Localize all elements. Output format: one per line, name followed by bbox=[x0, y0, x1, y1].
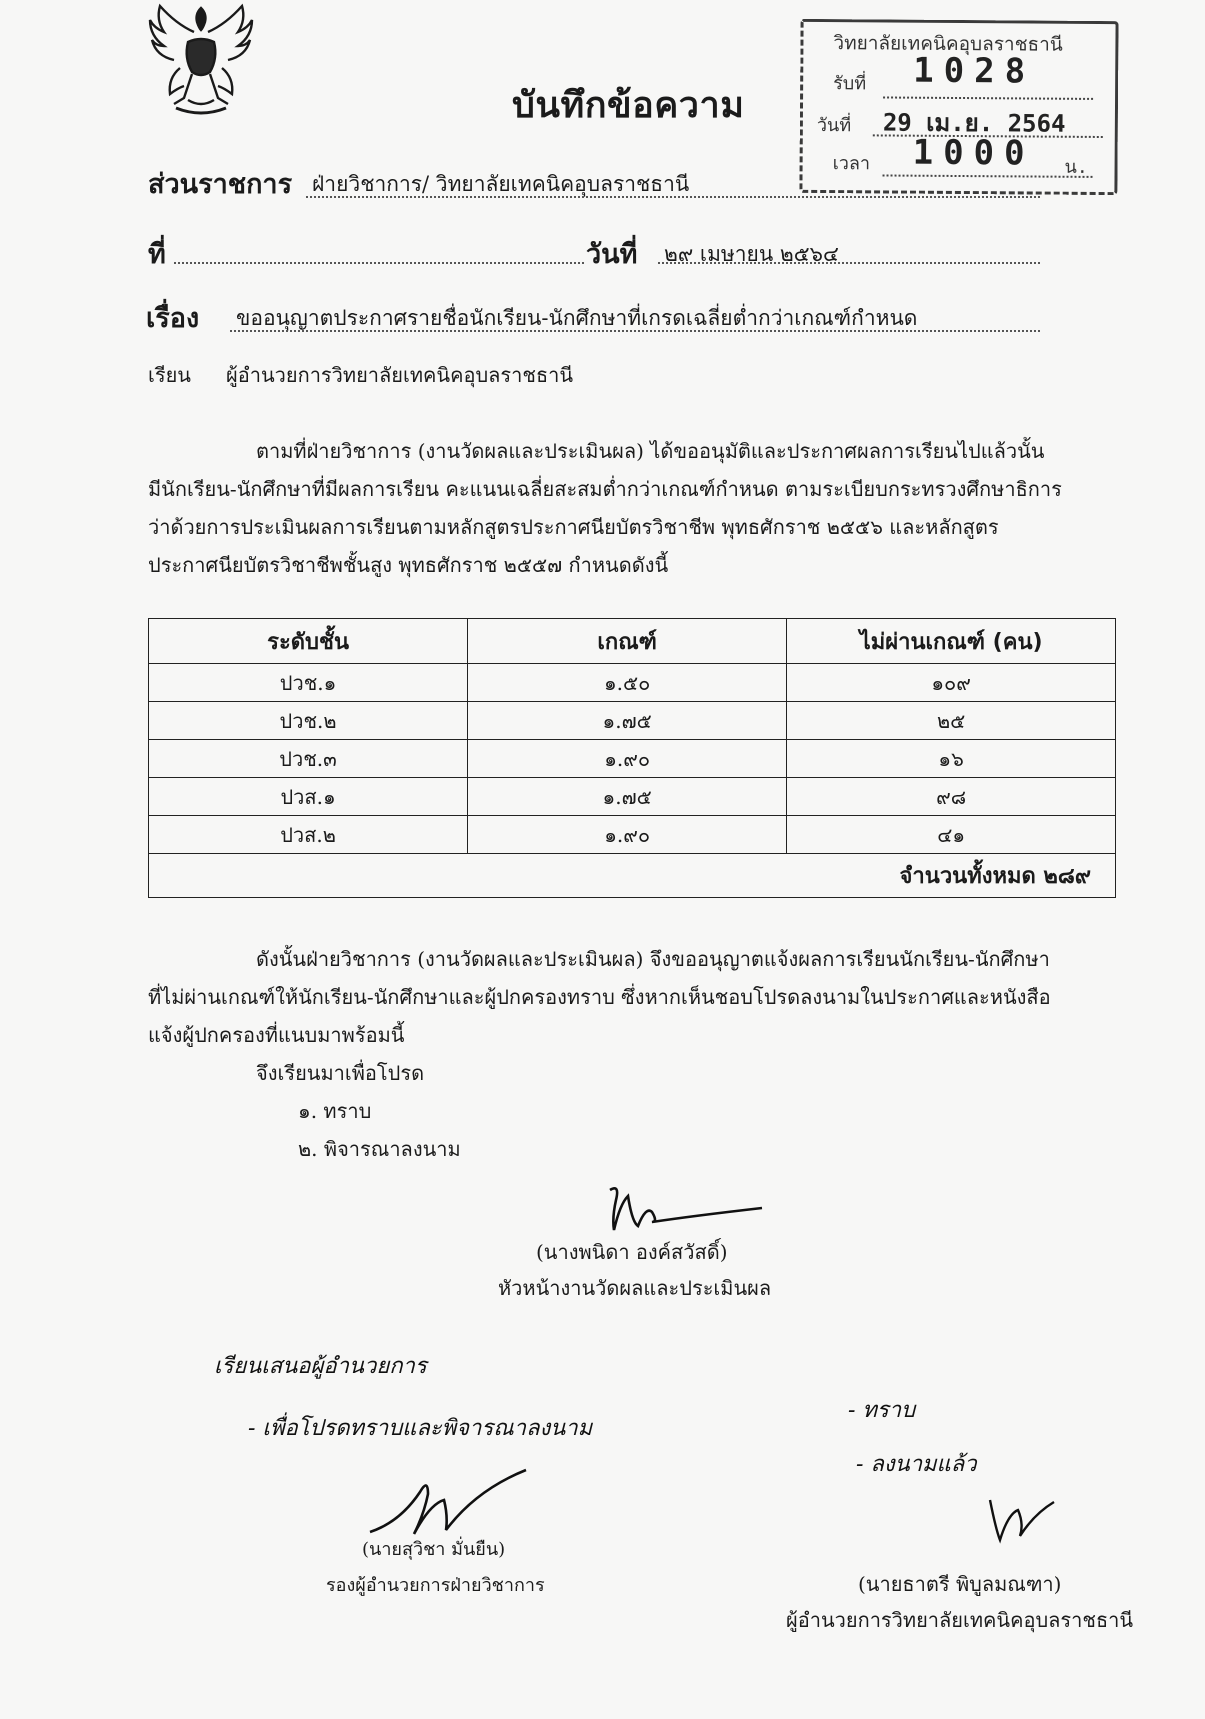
stamp-time: 1000 bbox=[912, 132, 1035, 174]
director-note-line2: - ลงนามแล้ว bbox=[856, 1452, 977, 1477]
cell-failed: ๑๐๙ bbox=[787, 664, 1116, 702]
stamp-date-label: วันที่ bbox=[816, 115, 852, 137]
signature-2 bbox=[360, 1462, 560, 1542]
table-row bbox=[149, 816, 1116, 854]
cell-level: ปวช.๒ bbox=[149, 702, 468, 740]
date-label: วันที่ bbox=[586, 239, 638, 270]
para1-line1: ตามที่ฝ่ายวิชาการ (งานวัดผลและประเมินผล) ได้ขออนุมัติและประกาศผลการเรียนไปแล้วนั้น bbox=[256, 439, 1045, 463]
receipt-stamp bbox=[799, 19, 1118, 195]
cell-failed: ๙๘ bbox=[787, 778, 1116, 816]
handwritten-note-line2: - เพื่อโปรดทราบและพิจารณาลงนาม bbox=[248, 1416, 593, 1441]
stamp-date: 29 เม.ย. 2564 bbox=[882, 108, 1066, 138]
table-total: จำนวนทั้งหมด ๒๘๙ bbox=[149, 854, 1116, 898]
para1-line4: ประกาศนียบัตรวิชาชีพชั้นสูง พุทธศักราช ๒๕๕๗ กำหนดดังนี้ bbox=[148, 553, 669, 577]
cell-level: ปวช.๑ bbox=[149, 664, 468, 702]
failing-students-table bbox=[148, 618, 1116, 898]
signer2-name: (นายสุวิชา มั่นยืน) bbox=[362, 1539, 506, 1560]
cell-failed: ๑๖ bbox=[787, 740, 1116, 778]
stamp-number-label: รับที่ bbox=[833, 73, 867, 95]
signature-1 bbox=[590, 1180, 790, 1240]
date-value: ๒๙ เมษายน ๒๕๖๔ bbox=[664, 242, 839, 266]
col-level-header: ระดับชั้น bbox=[149, 619, 468, 664]
stamp-number: 1028 bbox=[913, 50, 1036, 92]
cell-level: ปวส.๑ bbox=[149, 778, 468, 816]
subject-label: เรื่อง bbox=[146, 303, 200, 334]
cell-failed: ๔๑ bbox=[787, 816, 1116, 854]
to-value: ผู้อำนวยการวิทยาลัยเทคนิคอุบลราชธานี bbox=[226, 363, 574, 387]
garuda-emblem-icon bbox=[146, 2, 256, 120]
table-row bbox=[149, 778, 1116, 816]
signer3-name: (นายธาตรี พิบูลมณฑา) bbox=[858, 1572, 1062, 1596]
stamp-time-suffix: น. bbox=[1064, 156, 1088, 178]
table-total-row bbox=[149, 854, 1116, 898]
table-row bbox=[149, 740, 1116, 778]
col-failed-header: ไม่ผ่านเกณฑ์ (คน) bbox=[787, 619, 1116, 664]
table-row bbox=[149, 664, 1116, 702]
cell-criteria: ๑.๙๐ bbox=[468, 816, 787, 854]
department-value: ฝ่ายวิชาการ/ วิทยาลัยเทคนิคอุบลราชธานี bbox=[312, 172, 690, 196]
to-label: เรียน bbox=[148, 363, 191, 387]
action-item-2: ๒. พิจารณาลงนาม bbox=[298, 1137, 461, 1161]
cell-level: ปวส.๒ bbox=[149, 816, 468, 854]
action-item-1: ๑. ทราบ bbox=[298, 1099, 372, 1123]
closing-text: จึงเรียนมาเพื่อโปรด bbox=[256, 1061, 425, 1085]
cell-criteria: ๑.๕๐ bbox=[468, 664, 787, 702]
signer2-position: รองผู้อำนวยการฝ่ายวิชาการ bbox=[326, 1575, 545, 1596]
para1-line2: มีนักเรียน-นักศึกษาที่มีผลการเรียน คะแนนเฉลี่ยสะสมต่ำกว่าเกณฑ์กำหนด ตามระเบียบกระทรวงศึกษาธิการ bbox=[148, 477, 1062, 501]
department-label: ส่วนราชการ bbox=[148, 169, 293, 200]
cell-criteria: ๑.๗๕ bbox=[468, 778, 787, 816]
col-criteria-header: เกณฑ์ bbox=[468, 619, 787, 664]
cell-criteria: ๑.๙๐ bbox=[468, 740, 787, 778]
signer3-position: ผู้อำนวยการวิทยาลัยเทคนิคอุบลราชธานี bbox=[786, 1608, 1134, 1632]
subject-value: ขออนุญาตประกาศรายชื่อนักเรียน-นักศึกษาที่เกรดเฉลี่ยต่ำกว่าเกณฑ์กำหนด bbox=[236, 306, 918, 330]
memo-title: บันทึกข้อความ bbox=[512, 85, 745, 126]
stamp-time-label: เวลา bbox=[832, 153, 871, 175]
stamp-institution: วิทยาลัยเทคนิคอุบลราชธานี bbox=[833, 32, 1063, 56]
para2-line3: แจ้งผู้ปกครองที่แนบมาพร้อมนี้ bbox=[148, 1023, 405, 1047]
signer1-name: (นางพนิดา องค์สวัสดิ์) bbox=[536, 1240, 728, 1264]
table-header-row bbox=[149, 619, 1116, 664]
para2-line2: ที่ไม่ผ่านเกณฑ์ให้นักเรียน-นักศึกษาและผู้ปกครองทราบ ซึ่งหากเห็นชอบโปรดลงนามในประกาศและหนังสือ bbox=[148, 985, 1051, 1009]
table-row bbox=[149, 702, 1116, 740]
signature-3 bbox=[980, 1490, 1060, 1550]
cell-level: ปวช.๓ bbox=[149, 740, 468, 778]
signer1-position: หัวหน้างานวัดผลและประเมินผล bbox=[498, 1276, 772, 1300]
ref-label: ที่ bbox=[148, 239, 166, 270]
cell-criteria: ๑.๗๕ bbox=[468, 702, 787, 740]
handwritten-note-line1: เรียนเสนอผู้อำนวยการ bbox=[214, 1354, 427, 1379]
director-note-line1: - ทราบ bbox=[848, 1398, 916, 1423]
para1-line3: ว่าด้วยการประเมินผลการเรียนตามหลักสูตรประกาศนียบัตรวิชาชีพ พุทธศักราช ๒๕๕๖ และหลักสูตร bbox=[148, 515, 999, 539]
cell-failed: ๒๕ bbox=[787, 702, 1116, 740]
para2-line1: ดังนั้นฝ่ายวิชาการ (งานวัดผลและประเมินผล) จึงขออนุญาตแจ้งผลการเรียนนักเรียน-นักศึกษา bbox=[256, 947, 1050, 971]
